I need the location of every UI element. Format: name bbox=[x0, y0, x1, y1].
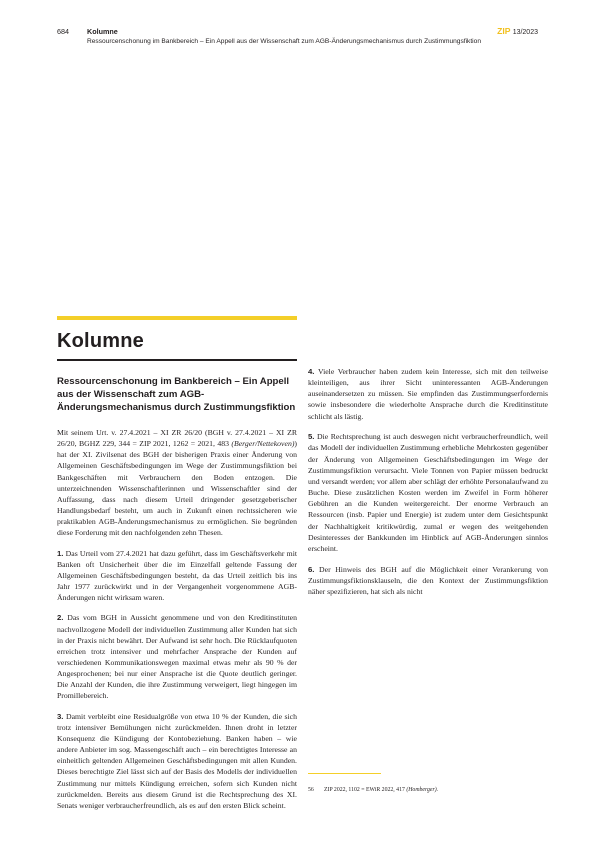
intro-paragraph bbox=[57, 427, 297, 539]
thesis-number: 5. bbox=[308, 432, 315, 442]
thesis-number: 4. bbox=[308, 367, 315, 376]
footnote bbox=[308, 787, 438, 793]
thesis-text: Der Hinweis des BGH auf die Möglichkeit einer Verankerung von Zustimmungsfiktionsklauseln, die den Kontext der Zustimmungsfiktion näher spezifizieren, hat sich als nicht bbox=[308, 564, 548, 596]
footnote-citation: (Homberger). bbox=[406, 787, 439, 793]
section-label: Kolumne bbox=[87, 27, 118, 36]
thesis-number: 6. bbox=[308, 564, 315, 574]
page-number: 684 bbox=[57, 27, 69, 36]
footnote-text: ZIP 2022, 1102 = EWiR 2022, 417 bbox=[324, 787, 407, 793]
running-title: Ressourcenschonung im Bankbereich – Ein Appell aus der Wissenschaft zum AGB-Änderungsmechanismus durch Zustimmungsfiktion bbox=[87, 38, 481, 45]
thesis-5 bbox=[308, 431, 548, 554]
thesis-3 bbox=[57, 711, 297, 811]
footnote-number: 56 bbox=[308, 787, 314, 793]
thesis-number: 2. bbox=[57, 613, 64, 623]
journal-name: ZIP bbox=[497, 26, 511, 36]
thesis-number: 3. bbox=[57, 711, 64, 721]
thesis-4 bbox=[308, 366, 548, 422]
article-title: Ressourcenschonung im Bankbereich – Ein Appell aus der Wissenschaft zum AGB-Änderungsmechanismus durch Zustimmungsfiktion bbox=[57, 376, 296, 413]
left-column bbox=[57, 427, 297, 820]
thesis-text: Das vom BGH in Aussicht genommene und von den Kreditinstituten nachvollzogene Modell der individuellen Zustimmung aller Kunden hat sich in der Praxis nicht bewährt. Der Aufwand ist sehr hoch. Die Rücklaufquoten erreichen trotz intensiver und mehrfacher Ansprache der Kunden auf verschiedenen Kommunikationswegen maximal etwas mehr als 90 % der Angesprochenen; bei nur einer Ansprache ist die Quote deutlich geringer. Die Anzahl der Kunden, die ihre Zustimmung verweigert, liegt hingegen im Promillebereich. bbox=[57, 613, 297, 701]
yellow-divider bbox=[57, 316, 297, 320]
black-divider bbox=[57, 359, 297, 361]
intro-lead: Mit seinem Urt. v. 27.4.2021 – XI ZR 26/20 (BGH v. 27.4.2021 – XI ZR 26/20, BGHZ 229, 344 = ZIP 2021, 1262 = 2021, 483 bbox=[57, 428, 297, 449]
thesis-1 bbox=[57, 548, 297, 604]
footnote-divider bbox=[308, 773, 381, 774]
journal-badge bbox=[497, 26, 538, 36]
intro-rest: ) hat der XI. Zivilsenat des BGH der bisherigen Praxis einer Änderung von Allgemeinen Geschäftsbedingungen im Wege der Zustimmungsfiktion bei Bankgeschäften mit Verbrauchern den Boden entzogen. Die unterzeichnenden Wissenschaftlerinnen und Wissenschaftler sind der Auffassung, dass nach diesem Urteil dringender gesetzgeberischer Handlungsbedarf besteht, um auch in Zukunft einen rechtssicheren wie praktikablen AGB-Änderungsmechanismus zu ermöglichen. Sie begründen diese Forderung mit den nachfolgenden zehn Thesen. bbox=[57, 439, 297, 538]
thesis-text: Viele Verbraucher haben zudem kein Interesse, sich mit den teilweise kleinteiligen, aus ihrer Sicht uninteressanten AGB-Änderungen auseinandersetzen zu müssen. Sie empfinden das Zustimmungserfordernis sowie insbesondere die wiederholte Ansprache durch die Kreditinstitute schlicht als lästig. bbox=[308, 367, 548, 421]
thesis-6 bbox=[308, 564, 548, 597]
thesis-text: Die Rechtsprechung ist auch deswegen nicht verbraucherfreundlich, weil das Modell der individuellen Zustimmung erhebliche Mehrkosten gegenüber der Änderung von Allgemeinen Geschäftsbedingungen im Wege der Zustimmungsfiktion verursacht. Viele Tonnen von Papier müssen bedruckt und versandt werden; vor allem aber schlägt der erhöhte Personalaufwand zu Buche. Diese zusätzlichen Kosten werden im Zweifel in Form höherer Gebühren an die Kunden weitergereicht. Der enorme Verbrauch an Ressourcen (insb. Papier und Energie) ist zudem unter dem Gesichtspunkt der Nachhaltigkeit kritikwürdig, zumal er wegen des weitgehenden Desinteresses der Bankkunden im Hinblick auf AGB-Änderungen sinnlos erscheint. bbox=[308, 432, 549, 553]
thesis-number: 1. bbox=[57, 548, 64, 558]
intro-citation: (Berger/Nettekoven) bbox=[231, 439, 295, 449]
column-heading: Kolumne bbox=[57, 330, 144, 352]
thesis-2 bbox=[57, 612, 297, 701]
right-column bbox=[308, 366, 548, 606]
thesis-text: Damit verbleibt eine Residualgröße von etwa 10 % der Kunden, die sich trotz intensiver Bemühungen nicht zurückmelden. Ihnen droht in letzter Konsequenz die Kündigung der Kontobeziehung. Banken haben – wie andere Anbieter im sog. Massengeschäft auch – ein berechtigtes Interesse an einheitlich geltenden Allgemeinen Geschäftsbedingungen mit allen Kunden. Dieses berechtigte Ziel lässt sich auf der Basis des Modells der individuellen Zustimmung nur mittels Kündigung erreichen, sofern sich Kunden nicht zurückmelden. Bereits aus diesem Grund ist die Rechtsprechung des XI. Senats weniger verbraucherfreundlich, als es auf den ersten Blick scheint. bbox=[57, 711, 298, 810]
journal-issue: 13/2023 bbox=[512, 29, 538, 36]
thesis-text: Das Urteil vom 27.4.2021 hat dazu geführt, dass im Geschäftsverkehr mit Banken oft Unsicherheit über die im Einzelfall geltende Fassung der Allgemeinen Geschäftsbedingungen besteht, da das Urteil zeitlich bis ins Jahr 1977 zurückwirkt und in der Vergangenheit vorgenommene AGB-Änderungen nicht wirksam waren. bbox=[57, 548, 297, 603]
